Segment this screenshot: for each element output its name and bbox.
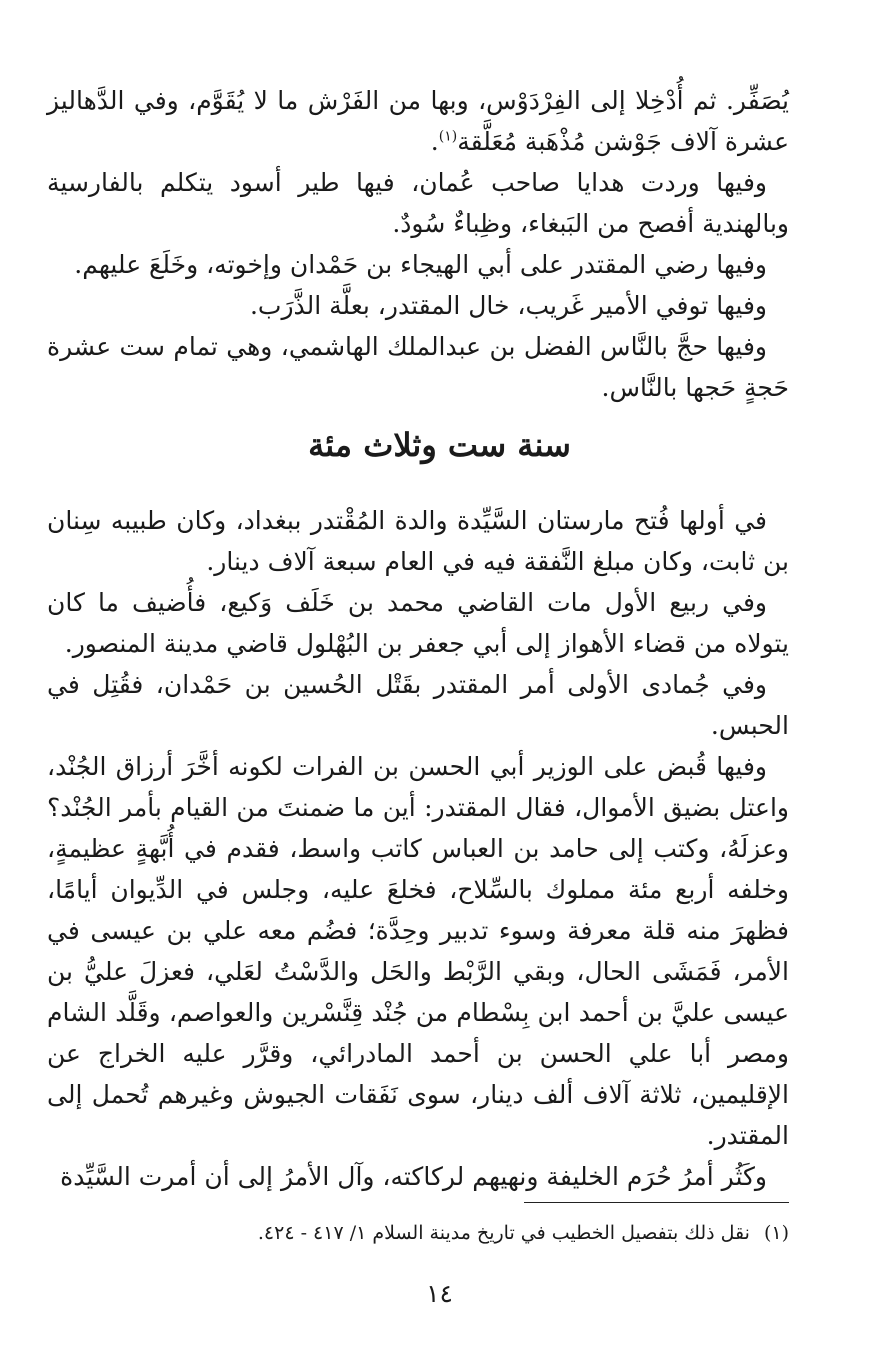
footnote <box>47 1218 789 1248</box>
footnote-text: نقل ذلك بتفصيل الخطيب في تاريخ مدينة السلام ١/ ٤١٧ - ٤٢٤. <box>257 1222 750 1244</box>
footnote-divider <box>524 1202 789 1203</box>
footnote-number: (١) <box>763 1222 789 1244</box>
footnote-reference: (١) <box>438 128 458 145</box>
paragraph: في أولها فُتح مارستان السَّيِّدة والدة المُقْتدر ببغداد، وكان طبيبه سِنان بن ثابت، وكان مبلغ النَّفقة فيه في العام سبعة آلاف دينار. <box>47 506 789 576</box>
paragraph: وكَثُر أمرُ حُرَم الخليفة ونهيهم لركاكته، وآل الأمرُ إلى أن أمرت السَّيِّدة <box>60 1162 767 1191</box>
top-text-block <box>47 80 789 408</box>
section-heading: سنة ست وثلاث مئة <box>308 426 571 464</box>
paragraph: وفيها وردت هدايا صاحب عُمان، فيها طير أسود يتكلم بالفارسية وبالهندية أفصح من البَبغاء، وظِباءٌ سُودٌ. <box>47 168 789 238</box>
paragraph-tail: . <box>430 127 439 156</box>
paragraph: وفي جُمادى الأولى أمر المقتدر بقَتْل الحُسين بن حَمْدان، فقُتِل في الحبس. <box>47 670 789 740</box>
paragraph-text: يُصَفِّر. ثم أُدْخِلا إلى الفِرْدَوْس، وبها من الفَرْش ما لا يُقَوَّم، وفي الدَّهاليز عشرة آلاف جَوْشن مُذْهَبة مُعَلَّقة <box>47 86 789 156</box>
paragraph: وفيها حجَّ بالنَّاس الفضل بن عبدالملك الهاشمي، وهي تمام ست عشرة حَجةٍ حَجها بالنَّاس. <box>47 332 789 402</box>
paragraph <box>47 80 789 162</box>
paragraph: وفيها قُبض على الوزير أبي الحسن بن الفرات لكونه أخَّرَ أرزاق الجُنْد، واعتل بضيق الأموال، فقال المقتدر: أين ما ضمنتَ من القيام بأمر الجُنْد؟ وعزلَهُ، وكتب إلى حامد بن العباس كاتب واسط، فقدم في أُبَّهةٍ عظيمةٍ، وخلفه أربع مئة مملوك بالسِّلاح، فخلعَ عليه، وجلس في الدِّيوان أيامًا، فظهرَ منه قلة معرفة وسوء تدبير وحِدَّة؛ فضُم معه علي بن عيسى في الأمر، فَمَشَى الحال، وبقي الرَّبْط والحَل والدَّسْتُ لعَلي، فعزلَ عليُّ بن عيسى عليَّ بن أحمد ابن بِسْطام من جُنْد قِنَّسْرين والعواصم، وقَلَّد الشام ومصر أبا علي الحسن بن أحمد المادرائي، وقرَّر عليه الخراج عن الإقليمين، ثلاثة آلاف ألف دينار، سوى نَفَقات الجيوش وغيرهم تُحمل إلى المقتدر. <box>47 752 789 1150</box>
paragraph: وفيها رضي المقتدر على أبي الهيجاء بن حَمْدان وإخوته، وخَلَعَ عليهم. <box>74 250 767 279</box>
paragraph: وفي ربيع الأول مات القاضي محمد بن خَلَف وَكيع، فأُضيف ما كان يتولاه من قضاء الأهواز إلى أبي جعفر بن البُهْلول قاضي مدينة المنصور. <box>47 588 789 658</box>
main-text-block <box>47 500 789 1197</box>
page-number: ١٤ <box>426 1279 453 1308</box>
paragraph: وفيها توفي الأمير غَريب، خال المقتدر، بعلَّة الذَّرَب. <box>249 291 767 320</box>
